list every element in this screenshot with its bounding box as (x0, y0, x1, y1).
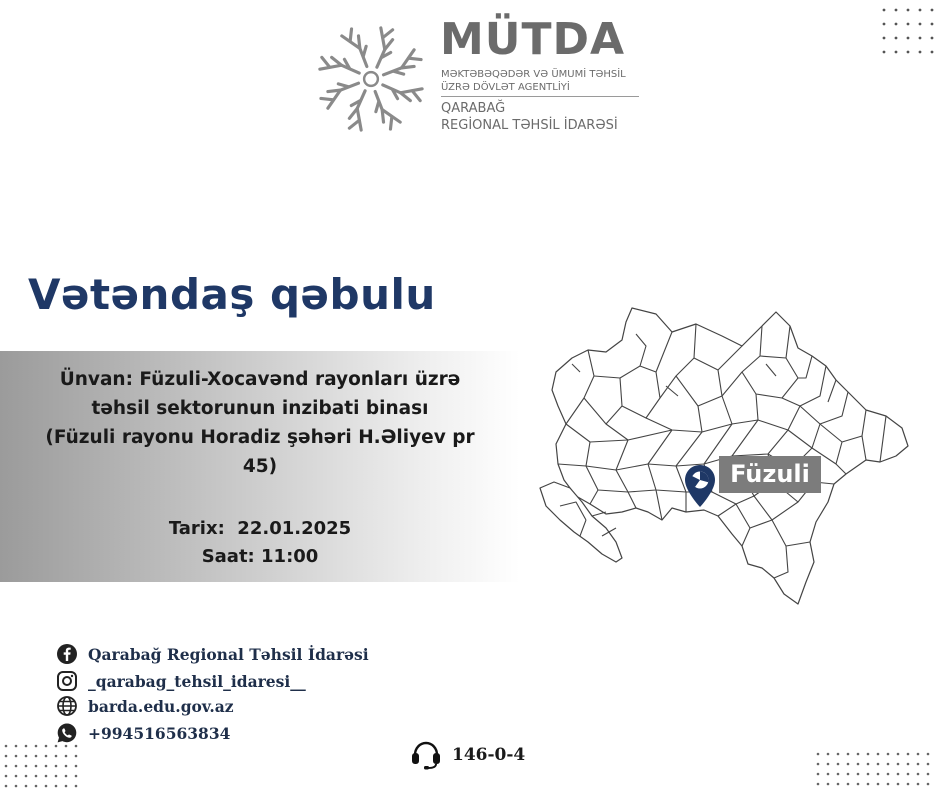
address-line-4: 45) (242, 456, 278, 477)
time-text: Saat: 11:00 (201, 546, 319, 567)
region-name (441, 100, 618, 134)
globe-icon (56, 695, 78, 717)
hotline-number: 146-0-4 (452, 745, 526, 765)
page-title: Vətəndaş qəbulu (28, 270, 436, 319)
address-text (20, 365, 500, 481)
address-line-1: Ünvan: Füzuli-Xocavənd rayonları üzrə (59, 369, 461, 390)
hotline[interactable] (410, 740, 525, 770)
map-location-label: Füzuli (719, 456, 821, 493)
agency-name (441, 68, 626, 94)
decorative-dots-bottom-left (0, 740, 90, 788)
contact-instagram[interactable] (56, 669, 306, 693)
headset-icon (410, 740, 442, 770)
contact-website[interactable] (56, 694, 234, 718)
facebook-link-text: Qarabağ Regional Təhsil İdarəsi (88, 644, 369, 664)
instagram-icon (56, 670, 78, 692)
contact-whatsapp[interactable] (56, 721, 230, 745)
mutda-logo-icon (312, 20, 430, 138)
facebook-icon (56, 643, 78, 665)
agency-line-1: MƏKTƏBƏQƏDƏR VƏ ÜMUMİ TƏHSİL (441, 69, 626, 80)
address-line-3: (Füzuli rayonu Horadiz şəhəri H.Əliyev pr (45, 427, 475, 448)
location-pin-icon (683, 464, 717, 508)
date-text: Tarix: 22.01.2025 (168, 518, 352, 539)
region-line-2: REGİONAL TƏHSİL İDARƏSİ (441, 118, 618, 133)
whatsapp-number-text: +994516563834 (88, 723, 231, 743)
decorative-dots-bottom-right (812, 748, 940, 788)
decorative-dots-top-right (876, 6, 936, 60)
instagram-link-text: _qarabag_tehsil_idaresi__ (88, 671, 306, 691)
schedule (140, 515, 380, 571)
agency-line-2: ÜZRƏ DÖVLƏT AGENTLİYİ (441, 82, 570, 93)
region-line-1: QARABAĞ (441, 101, 506, 116)
brand-name: MÜTDA (440, 14, 626, 65)
website-link-text: barda.edu.gov.az (88, 696, 234, 716)
logo-divider (441, 96, 639, 97)
contact-facebook[interactable] (56, 642, 369, 666)
address-line-2: təhsil sektorunun inzibati binası (91, 398, 429, 419)
whatsapp-icon (56, 722, 78, 744)
